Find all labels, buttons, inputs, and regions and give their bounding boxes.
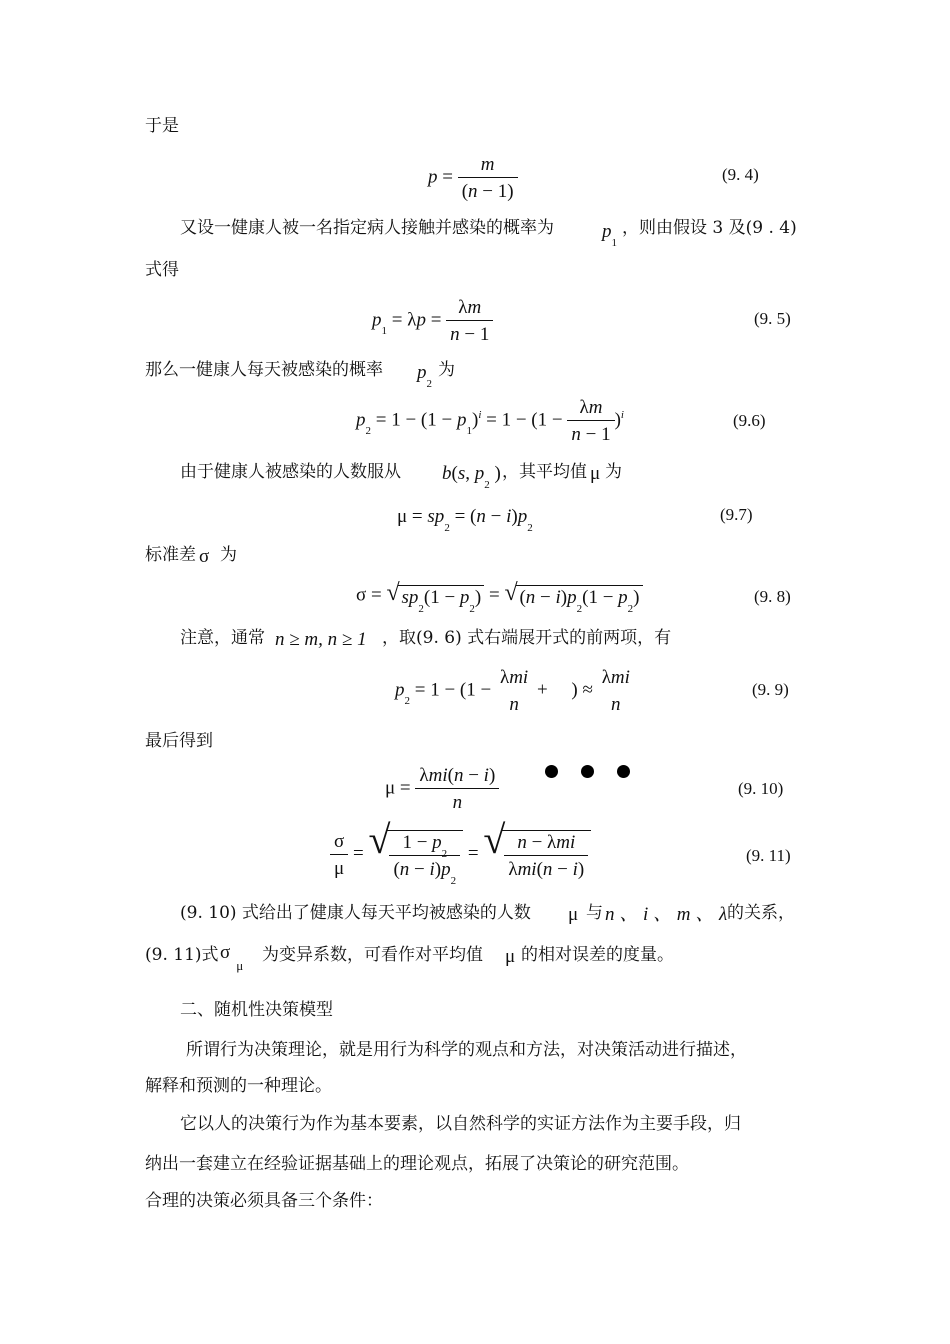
inline-math-variables: n 、 i 、 m 、 λ [605,904,728,925]
ellipsis-dot [581,765,594,778]
text-line: 所谓行为决策理论，就是用行为科学的观点和方法，对决策活动进行描述， [186,1040,747,1060]
text-line: 为变异系数，可看作对平均值 [262,945,483,965]
equation-number: (9. 5) [754,309,791,328]
text-line: 又设一健康人被一名指定病人接触并感染的概率为 [180,218,554,238]
text-line: 最后得到 [145,731,213,751]
equation-9-10: μ = $\frac{\text{λmi(n − i)}}{n}$ [385,766,499,812]
text-line: 与 [586,903,603,923]
equation-number: (9. 9) [752,680,789,699]
text-line: 为 [605,462,622,482]
inline-math-mu: μ [568,904,579,925]
inline-math-condition: n ≥ m, n ≥ 1 [275,629,367,650]
inline-math-p2: $p_2$ [417,362,432,390]
inline-math-p1: $p_1$ [602,221,617,249]
equation-number: (9.7) [720,505,753,524]
ellipsis-dot [617,765,630,778]
equation-number: (9. 8) [754,587,791,606]
equation-number: (9. 11) [746,846,791,865]
text-line: ，其平均值 [502,462,587,482]
equation-9-5: $p_1 = \lambda p$ = $\frac{\lambda m}{n - 1}$ [372,298,493,344]
equation-9-8: σ = √ $sp_2(1 - p_2)$ = √ $(n - i)p_2(1 - p_2)$ [356,585,643,607]
text-line: 注意，通常 [180,628,265,648]
text-line: 为 [438,360,455,380]
equation-number: (9.6) [733,411,766,430]
text-line: (9. 11)式 [145,945,219,965]
text-line: 合理的决策必须具备三个条件： [145,1191,383,1211]
equation-9-4: p = $\frac{m}{(n - 1)}$ [428,155,518,201]
text-line: 纳出一套建立在经验证据基础上的理论观点，拓展了决策论的研究范围。 [145,1154,689,1174]
inline-math-binomial: b(s, $p_2$ ) [442,463,501,491]
equation-9-11: $\frac{\sigma}{\mu}$ = √ $\frac{1 - p_2}{(n - i)p_2}$ = √ $\frac{\text{n − λmi}}{\text{λmi(n − i)}}$ [330,830,591,879]
text-line: ，则由假设 3 及(9 . 4) [622,218,797,238]
inline-math-sigma: σ [199,546,210,567]
inline-math-mu: μ [505,946,516,967]
text-line: 解释和预测的一种理论。 [145,1076,332,1096]
text-line: (9. 10) 式给出了健康人每天平均被感染的人数 [180,903,531,923]
text-line: 标准差 [145,545,196,565]
equation-number: (9. 4) [722,165,759,184]
equation-9-9: $p_2 = 1 - (1$ − λmi n + ) ≈ λmi n [395,667,630,715]
ellipsis-dot [545,765,558,778]
text-line: 的关系， [727,903,795,923]
inline-math-sigma-over-mu: $\sigma_\mu$ [220,942,244,973]
text-line: 为 [220,545,237,565]
text-line: 它以人的决策行为作为基本要素，以自然科学的实证方法作为主要手段，归 [180,1114,741,1134]
equation-9-6: $p_2 = 1 - (1 - p_1)^i = 1 - (1$ − $\frac{\lambda m}{n - 1}$ )$^i$ [356,397,624,445]
text-line: 由于健康人被感染的人数服从 [180,462,401,482]
text-line: 式得 [145,260,179,280]
inline-math-mu: μ [590,463,601,484]
text-line: 的相对误差的度量。 [521,945,674,965]
equation-number: (9. 10) [738,779,784,798]
equation-9-7: $\mu = sp_2 = (n - i)p_2$ [397,506,533,534]
text-line: 那么一健康人每天被感染的概率 [145,360,383,380]
text-line: 于是 [145,116,179,136]
section-heading: 二、随机性决策模型 [180,1000,333,1020]
text-line: ，取(9. 6) 式右端展开式的前两项，有 [382,628,672,648]
